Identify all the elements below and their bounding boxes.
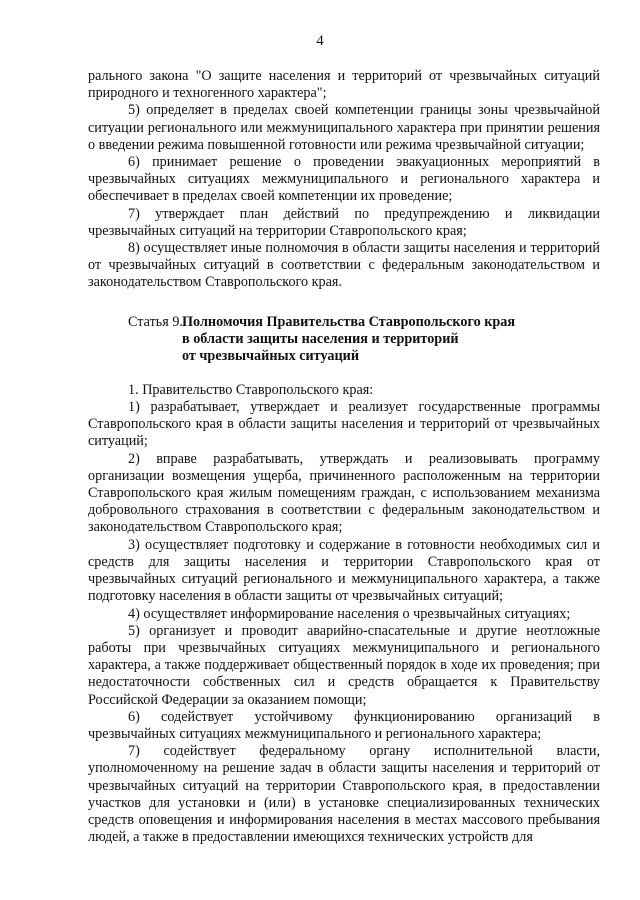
paragraph: 7) содействует федеральному органу исполнительной власти, уполномоченному на решение задач в области защиты населения и территорий от чрезвычайных ситуаций на территории Ставропольского края, в предоставлении участков для установки и (или) в установке специализированных технических средств оповещения и информирования населения в местах массового пребывания людей, а также в предоставлении имеющихся технических устройств для: [88, 743, 600, 846]
paragraph: 1. Правительство Ставропольского края:: [128, 381, 374, 398]
paragraph: 4) осуществляет информирование населения о чрезвычайных ситуациях;: [128, 605, 571, 622]
paragraph: 5) организует и проводит аварийно-спасательные и другие неотложные работы при чрезвычайных ситуациях межмуниципального и регионального характера, а также поддерживает общественный порядок в ходе их проведения; при недостаточности собственных сил и средств обращается к Правительству Российской Федерации за оказанием помощи;: [88, 622, 600, 708]
document-body: [88, 68, 600, 846]
article-heading: [88, 314, 600, 366]
paragraph: 7) утверждает план действий по предупреждению и ликвидации чрезвычайных ситуаций на территории Ставропольского края;: [88, 205, 600, 239]
article-label: Статья 9.: [128, 313, 183, 330]
page-number: 4: [316, 33, 324, 49]
paragraph: 5) определяет в пределах своей компетенции границы зоны чрезвычайной ситуации регионального или межмуниципального характера при принятии решения о введении режима повышенной готовности или режима чрезвычайной ситуации;: [88, 102, 600, 153]
paragraph: 2) вправе разрабатывать, утверждать и реализовывать программу организации возмещения ущерба, причиненного расположенным на территории Ставропольского края жилым помещениям граждан, с использованием механизма добровольного страхования в соответствии с федеральным законодательством и законодательством Ставропольского края;: [88, 450, 600, 536]
article-title-line: в области защиты населения и территорий: [182, 331, 459, 348]
article-title-line: Полномочия Правительства Ставропольского края: [182, 313, 516, 330]
paragraph: 8) осуществляет иные полномочия в области защиты населения и территорий от чрезвычайных ситуаций в соответствии с федеральным законодательством и законодательством Ставропольского края.: [88, 240, 600, 291]
article-title-line: от чрезвычайных ситуаций: [182, 348, 359, 365]
paragraph: 1) разрабатывает, утверждает и реализует государственные программы Ставропольского края в области защиты населения и территорий от чрезвычайных ситуаций;: [88, 399, 600, 450]
paragraph: 6) принимает решение о проведении эвакуационных мероприятий в чрезвычайных ситуациях межмуниципального и регионального характера и обеспечивает в пределах своей компетенции их проведение;: [88, 154, 600, 205]
paragraph: 3) осуществляет подготовку и содержание в готовности необходимых сил и средств для защиты населения и территории Ставропольского края от чрезвычайных ситуаций регионального и межмуниципального характера, а также подготовку населения в области защиты от чрезвычайных ситуаций;: [88, 536, 600, 605]
paragraph: рального закона "О защите населения и территорий от чрезвычайных ситуаций природного и техногенного характера";: [88, 68, 600, 102]
paragraph: 6) содействует устойчивому функционированию организаций в чрезвычайных ситуациях межмуниципального и регионального характера;: [88, 708, 600, 742]
